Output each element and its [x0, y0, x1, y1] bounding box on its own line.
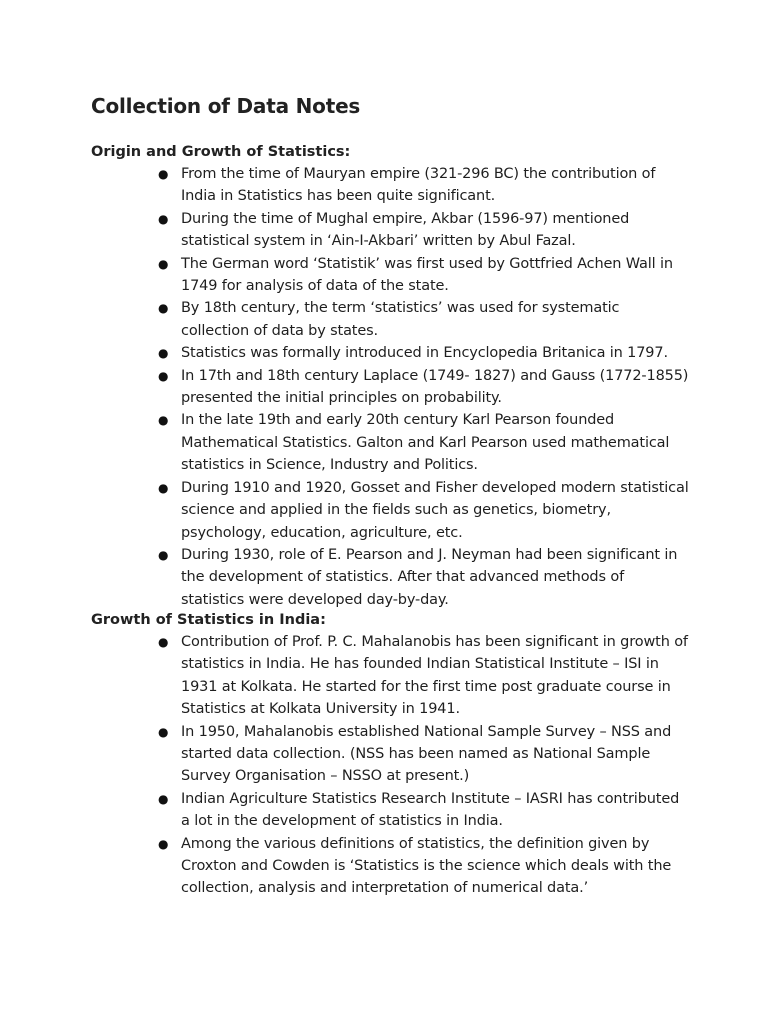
list-item-text: Contribution of Prof. P. C. Mahalanobis has been significant in growth of statistics in India. He has founded Indian Statistical Institute – ISI in 1931 at Kolkata. He started for the first time post graduate course in Statistics at Kolkata University in 1941. — [181, 634, 688, 718]
bullet-icon: ● — [158, 413, 169, 428]
list-item — [158, 631, 691, 721]
section-heading: Origin and Growth of Statistics: — [91, 144, 351, 160]
section-heading: Growth of Statistics in India: — [91, 612, 326, 628]
page-title: Collection of Data Notes — [91, 94, 361, 118]
bullet-icon: ● — [158, 167, 169, 181]
list-item — [158, 208, 691, 253]
list-item-text: In 17th and 18th century Laplace (1749- 1827) and Gauss (1772-1855) presented the initial principles on probability. — [181, 367, 689, 407]
list-item — [158, 365, 691, 410]
list-item-text: Among the various definitions of statistics, the definition given by Croxton and Cowden is ‘Statistics is the science which deals with the collection, analysis and interpretation of numerical data.’ — [181, 835, 672, 897]
bullet-icon: ● — [158, 836, 169, 851]
list-item — [158, 297, 691, 342]
list-item-text: In the late 19th and early 20th century Karl Pearson founded Mathematical Statistics. Galton and Karl Pearson used mathematical statistics in Science, Industry and Politics. — [181, 412, 670, 474]
list-item — [158, 253, 691, 298]
list-item — [158, 721, 691, 788]
bullet-icon: ● — [158, 301, 169, 316]
list-item — [158, 342, 691, 364]
section-origin-growth — [91, 141, 691, 611]
bullet-icon: ● — [158, 211, 169, 226]
list-item-text: From the time of Mauryan empire (321-296 BC) the contribution of India in Statistics has been quite significant. — [181, 166, 656, 205]
bullet-list — [91, 163, 691, 611]
list-item — [158, 544, 691, 611]
list-item — [158, 788, 691, 833]
section-growth-india — [91, 609, 691, 900]
list-item-text: Indian Agriculture Statistics Research Institute – IASRI has contributed a lot in the development of statistics in India. — [181, 790, 680, 830]
list-item — [158, 833, 691, 900]
list-item-text: During the time of Mughal empire, Akbar (1596-97) mentioned statistical system in ‘Ain-I-Akbari’ written by Abul Fazal. — [181, 210, 630, 250]
list-item-text: During 1910 and 1920, Gosset and Fisher developed modern statistical science and applied in the fields such as genetics, biometry, psychology, education, agriculture, etc. — [181, 479, 689, 541]
list-item-text: By 18th century, the term ‘statistics’ was used for systematic collection of data by states. — [181, 300, 620, 339]
bullet-icon: ● — [158, 346, 169, 361]
bullet-icon: ● — [158, 635, 169, 649]
bullet-icon: ● — [158, 480, 169, 495]
bullet-icon: ● — [158, 547, 169, 562]
list-item-text: Statistics was formally introduced in Encyclopedia Britanica in 1797. — [181, 345, 668, 362]
list-item — [158, 477, 691, 544]
list-item-text: During 1930, role of E. Pearson and J. Neyman had been significant in the development of statistics. After that advanced methods of statistics were developed day-by-day. — [181, 546, 678, 608]
bullet-icon: ● — [158, 724, 169, 739]
bullet-icon: ● — [158, 368, 169, 383]
list-item — [158, 163, 691, 208]
bullet-icon: ● — [158, 791, 169, 806]
list-item-text: The German word ‘Statistik’ was first used by Gottfried Achen Wall in 1749 for analysis of data of the state. — [181, 255, 673, 295]
bullet-icon: ● — [158, 256, 169, 271]
list-item-text: In 1950, Mahalanobis established National Sample Survey – NSS and started data collection. (NSS has been named as National Sample Survey Organisation – NSSO at present.) — [181, 723, 672, 785]
list-item — [158, 409, 691, 476]
bullet-list — [91, 631, 691, 900]
